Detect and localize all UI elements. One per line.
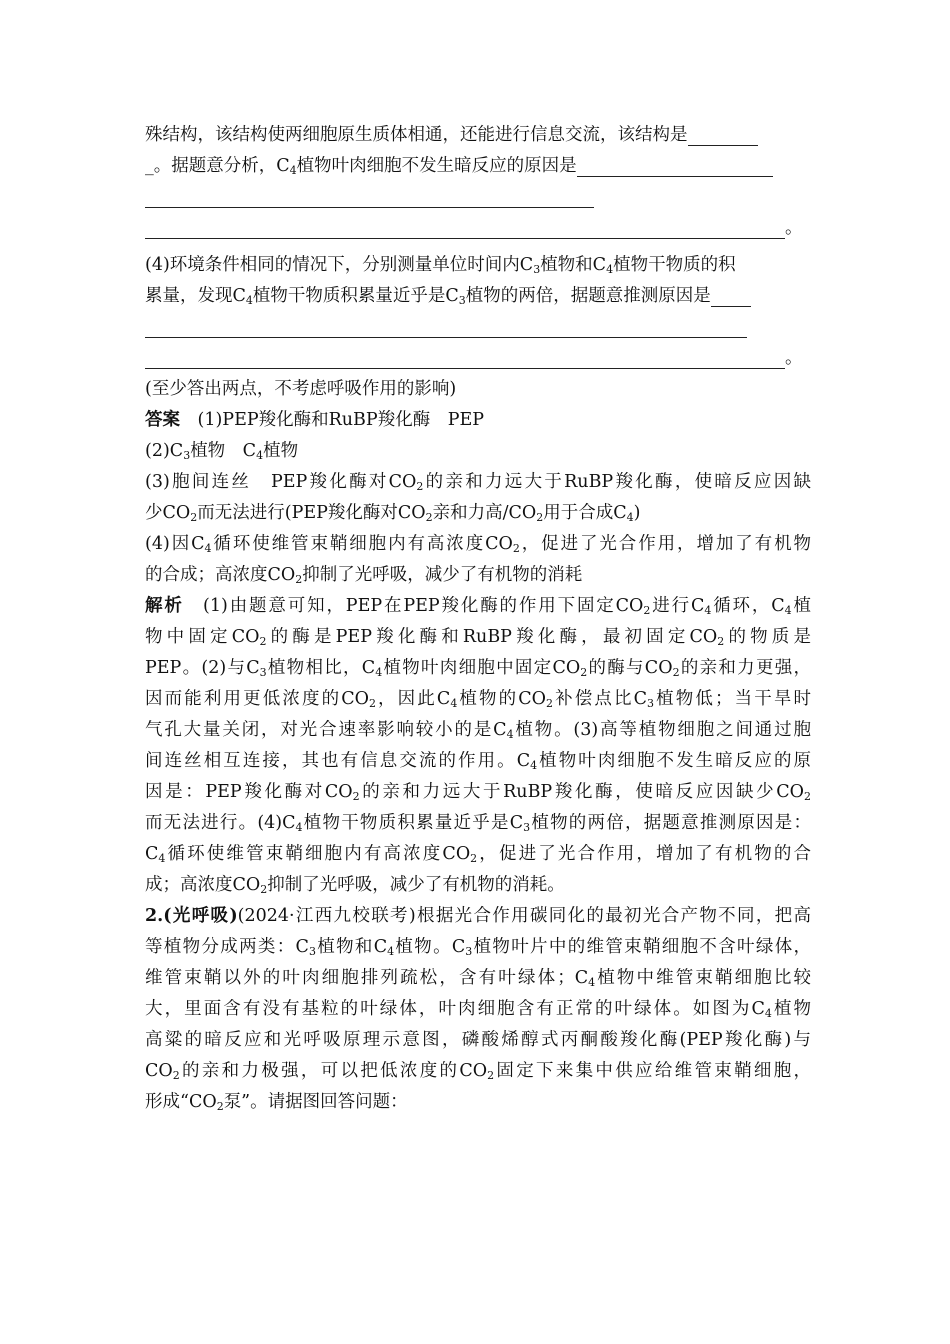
text-run: C: [145, 844, 159, 864]
analysis-line: [145, 746, 811, 777]
subscript: 2: [672, 666, 680, 679]
text-run: (2)C: [145, 441, 184, 461]
text-run: 植物。(3)高等植物细胞之间通过胞: [513, 720, 811, 740]
analysis-line: [145, 684, 811, 715]
text-run: 抑制了光呼吸，减少了有机物的消耗: [302, 565, 583, 585]
subscript: 3: [183, 449, 191, 462]
text-run: 植物叶肉细胞不发生暗反应的原因是: [296, 156, 577, 176]
subscript: 3: [458, 294, 466, 307]
subscript: 2: [643, 604, 651, 617]
subscript: 3: [533, 263, 541, 276]
question-line: [145, 932, 811, 963]
analysis-line: [145, 808, 811, 839]
subscript: 2: [804, 790, 811, 803]
text-run: 循环，C: [711, 596, 785, 616]
question-line: [145, 963, 811, 994]
text-run: 植物。C: [394, 937, 466, 957]
text-run: 殊结构，该结构使两细胞原生质体相通，还能进行信息交流，该结构是: [145, 125, 688, 145]
text-run: 植物叶肉细胞不发生暗反应的原: [537, 751, 812, 771]
text-run: 循环使维管束鞘细胞内有高浓度CO: [165, 844, 471, 864]
text-run: (4)因C: [145, 534, 205, 554]
analysis-line: [145, 715, 811, 746]
period-mark: 。: [785, 348, 803, 368]
subscript: 2: [717, 635, 725, 648]
text-run: 而无法进行(PEP羧化酶对CO: [197, 503, 426, 523]
subscript: 2: [259, 635, 267, 648]
subscript: 3: [523, 821, 531, 834]
analysis-line: [145, 839, 811, 870]
text-run: 的亲和力远大于RuBP羧化酶，使暗反应因缺: [423, 472, 811, 492]
text-run: 补偿点比C: [553, 689, 648, 709]
subscript: 4: [606, 263, 614, 276]
answer-blank: [145, 317, 747, 338]
question-line: [145, 901, 811, 932]
text-run: 植物 C: [190, 441, 257, 461]
subscript: 2: [425, 511, 433, 524]
question-line: [145, 1087, 811, 1118]
text-line: [145, 281, 811, 312]
text-run: 植物低；当干旱时: [654, 689, 811, 709]
content-column: [145, 120, 811, 1118]
text-run: 累量，发现C: [145, 286, 246, 306]
subscript: 4: [295, 821, 303, 834]
question-line: [145, 1056, 811, 1087]
text-line: [145, 120, 811, 151]
text-run: 的亲和力远大于RuBP羧化酶，使暗反应因缺少CO: [359, 782, 804, 802]
answer-blank: [688, 125, 758, 146]
text-run: 因而能利用更低浓度的CO: [145, 689, 369, 709]
subscript: 2: [470, 852, 478, 865]
subscript: 2: [546, 697, 554, 710]
text-run: (4)环境条件相同的情况下，分别测量单位时间内C: [145, 255, 534, 275]
text-run: 植物叶肉细胞中固定CO: [382, 658, 581, 678]
text-run: 而无法进行。(4)C: [145, 813, 296, 833]
answer-line: [145, 467, 811, 498]
analysis-line: [145, 622, 811, 653]
text-run: (1)由题意可知，PEP在PEP羧化酶的作用下固定CO: [183, 596, 644, 616]
text-line: [145, 374, 811, 405]
subscript: 2: [295, 573, 303, 586]
text-run: 成；高浓度CO: [145, 875, 261, 895]
text-run: 维管束鞘以外的叶肉细胞排列疏松，含有叶绿体；C: [145, 968, 589, 988]
analysis-line: [145, 653, 811, 684]
text-run: 的合成；高浓度CO: [145, 565, 296, 585]
blank-line: [145, 343, 811, 374]
text-run: (2024·江西九校联考)根据光合作用碳同化的最初光合产物不同，把高: [237, 906, 811, 926]
subscript: 2: [172, 1069, 180, 1082]
text-run: 植物的两倍，据题意推测原因是: [465, 286, 711, 306]
analysis-line: [145, 591, 811, 622]
text-run: 亲和力高/CO: [432, 503, 537, 523]
answer-blank: [711, 286, 751, 307]
answer-blank: [145, 187, 594, 208]
question-line: [145, 994, 811, 1025]
subscript: 3: [259, 666, 267, 679]
text-run: 植物: [263, 441, 299, 461]
answer-line: [145, 498, 811, 529]
text-run: 植物干物质的积: [613, 255, 736, 275]
subscript: 4: [289, 164, 297, 177]
subscript: 4: [256, 449, 264, 462]
blank-line: [145, 213, 811, 244]
text-run: 植物和C: [315, 937, 388, 957]
text-run: 固定下来集中供应给维管束鞘细胞，: [494, 1061, 811, 1081]
answer-line: [145, 436, 811, 467]
question-line: [145, 1025, 811, 1056]
subscript: 4: [450, 697, 458, 710]
text-run: 植: [791, 596, 812, 616]
subscript: 3: [308, 945, 316, 958]
subscript: 4: [588, 976, 596, 989]
text-run: 少CO: [145, 503, 191, 523]
subscript: 2: [260, 883, 268, 896]
analysis-line: [145, 777, 811, 808]
text-run: PEP。(2)与C: [145, 658, 260, 678]
text-run: 循环使维管束鞘细胞内有高浓度CO: [211, 534, 513, 554]
text-run: 的物质是: [724, 627, 811, 647]
text-run: ，因此C: [375, 689, 451, 709]
text-run: 植物干物质积累量近乎是C: [252, 286, 459, 306]
answer-line: [145, 560, 811, 591]
answer-label: 答案: [145, 410, 180, 430]
text-run: _。据题意分析，C: [145, 156, 290, 176]
subscript: 2: [536, 511, 544, 524]
subscript: 2: [190, 511, 198, 524]
subscript: 4: [506, 728, 514, 741]
question-number: 2.(光呼吸): [145, 906, 238, 926]
text-run: 等植物分成两类：C: [145, 937, 309, 957]
subscript: 4: [387, 945, 395, 958]
text-run: 因是：PEP羧化酶对CO: [145, 782, 353, 802]
answer-line: [145, 405, 811, 436]
text-run: 气孔大量关闭，对光合速率影响较小的是C: [145, 720, 507, 740]
text-run: 的亲和力更强，: [679, 658, 812, 678]
text-run: 进行C: [650, 596, 705, 616]
subscript: 3: [465, 945, 473, 958]
text-line: [145, 250, 811, 281]
text-run: 高粱的暗反应和光呼吸原理示意图，磷酸烯醇式丙酮酸羧化酶(PEP羧化酶)与: [145, 1030, 811, 1050]
subscript: 4: [784, 604, 792, 617]
subscript: 2: [416, 480, 424, 493]
text-run: 植物叶片中的维管束鞘细胞不含叶绿体，: [472, 937, 812, 957]
text-run: 植物和C: [540, 255, 607, 275]
analysis-label: 解析: [145, 596, 184, 616]
answer-blank: [145, 218, 785, 239]
answer-blank: [577, 156, 773, 177]
text-run: 植物干物质积累量近乎是C: [302, 813, 524, 833]
subscript: 4: [626, 511, 634, 524]
text-run: 泵”。请据图回答问题：: [223, 1092, 408, 1112]
question-note: (至少答出两点，不考虑呼吸作用的影响): [145, 379, 457, 399]
subscript: 4: [158, 852, 166, 865]
subscript: 2: [487, 1069, 495, 1082]
text-run: 抑制了光呼吸，减少了有机物的消耗。: [267, 875, 565, 895]
text-run: 形成“CO: [145, 1092, 217, 1112]
subscript: 4: [204, 542, 212, 555]
text-run: 间连丝相互连接，其也有信息交流的作用。C: [145, 751, 531, 771]
answer-line: [145, 529, 811, 560]
text-run: (1)PEP羧化酶和RuBP羧化酶 PEP: [197, 410, 485, 430]
blank-line: [145, 182, 811, 213]
subscript: 2: [216, 1100, 224, 1113]
text-run: 的亲和力极强，可以把低浓度的CO: [179, 1061, 488, 1081]
subscript: 4: [704, 604, 712, 617]
answer-blank: [145, 348, 785, 369]
text-run: 大，里面含有没有基粒的叶绿体，叶肉细胞含有正常的叶绿体。如图为C: [145, 999, 765, 1019]
text-run: 植物的CO: [457, 689, 547, 709]
subscript: 4: [245, 294, 253, 307]
text-run: CO: [145, 1061, 173, 1081]
text-run: 的酶是PEP羧化酶和RuBP羧化酶，最初固定CO: [266, 627, 718, 647]
subscript: 2: [512, 542, 520, 555]
text-run: 植物中维管束鞘细胞比较: [595, 968, 812, 988]
text-run: (3)胞间连丝 PEP羧化酶对CO: [145, 472, 417, 492]
subscript: 3: [647, 697, 655, 710]
period-mark: 。: [785, 218, 803, 238]
subscript: 4: [375, 666, 383, 679]
subscript: 4: [764, 1007, 772, 1020]
text-run: ): [633, 503, 641, 523]
subscript: 2: [580, 666, 588, 679]
text-line: [145, 151, 811, 182]
text-run: 用于合成C: [543, 503, 627, 523]
text-run: ，促进了光合作用，增加了有机物的合: [477, 844, 811, 864]
analysis-line: [145, 870, 811, 901]
subscript: 2: [352, 790, 360, 803]
text-run: 植物的两倍，据题意推测原因是：: [530, 813, 811, 833]
subscript: 4: [530, 759, 538, 772]
text-run: 的酶与CO: [587, 658, 673, 678]
text-run: 植物相比，C: [266, 658, 376, 678]
subscript: 2: [368, 697, 376, 710]
text-run: 植物: [771, 999, 812, 1019]
text-run: 物中固定CO: [145, 627, 260, 647]
text-run: ，促进了光合作用，增加了有机物: [519, 534, 811, 554]
blank-line: [145, 312, 811, 343]
